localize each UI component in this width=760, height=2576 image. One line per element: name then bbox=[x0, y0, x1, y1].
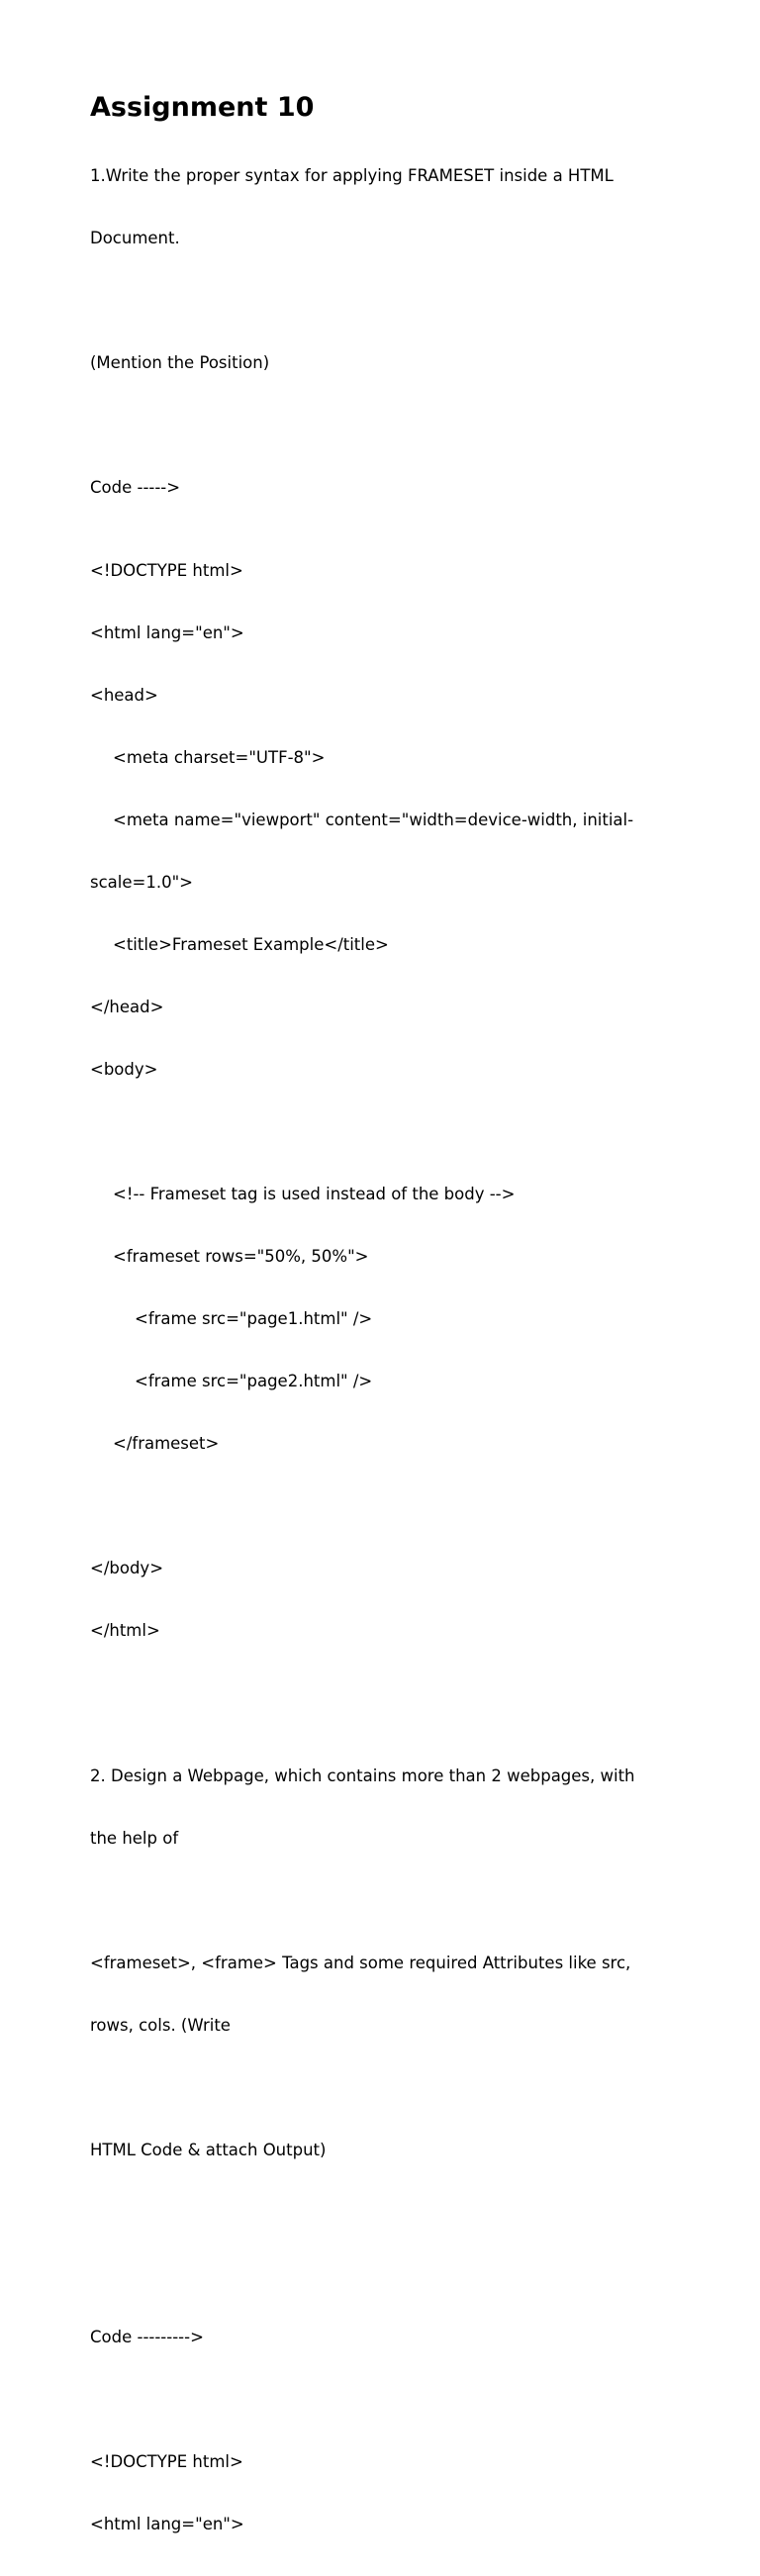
q1-code-label: Code -----> bbox=[90, 478, 181, 497]
spacer bbox=[90, 415, 684, 435]
code-line: </frameset> bbox=[113, 1434, 220, 1453]
spacer bbox=[90, 2389, 684, 2410]
code-line: <title>Frameset Example</title> bbox=[113, 935, 389, 954]
code-line: scale=1.0"> bbox=[90, 873, 193, 892]
code-line: </head> bbox=[90, 998, 164, 1016]
spacer bbox=[90, 2202, 684, 2223]
code-line: <html lang="en"> bbox=[90, 623, 244, 642]
q1-line-1: 1.Write the proper syntax for applying FRAMESET inside a HTML bbox=[90, 166, 614, 185]
q2-line-3: <frameset>, <frame> Tags and some required Attributes like src, bbox=[90, 1954, 631, 1972]
assignment-title: Assignment 10 bbox=[90, 92, 315, 123]
q2-line-4: rows, cols. (Write bbox=[90, 2016, 231, 2035]
code-line: <head> bbox=[90, 686, 158, 705]
document-body bbox=[90, 124, 684, 2576]
spacer bbox=[90, 290, 684, 311]
code-line: <body> bbox=[90, 1060, 158, 1079]
spacer bbox=[90, 1121, 684, 1142]
code-line: <frame src="page2.html" /> bbox=[135, 1372, 373, 1390]
code-line: <!DOCTYPE html> bbox=[90, 2452, 243, 2471]
code-line: <frame src="page1.html" /> bbox=[135, 1309, 373, 1328]
code-line: <frameset rows="50%, 50%"> bbox=[113, 1247, 369, 1266]
q2-line-1: 2. Design a Webpage, which contains more than 2 webpages, with bbox=[90, 1766, 635, 1785]
spacer bbox=[90, 1890, 684, 1911]
q1-line-2: Document. bbox=[90, 229, 180, 247]
q1-note: (Mention the Position) bbox=[90, 353, 270, 372]
code-line: <meta name="viewport" content="width=device-width, initial- bbox=[113, 811, 634, 829]
code-line: <html lang="en"> bbox=[90, 2515, 244, 2533]
code-line: <!DOCTYPE html> bbox=[90, 561, 243, 580]
spacer bbox=[90, 1682, 684, 1703]
code-line: </body> bbox=[90, 1559, 164, 1577]
document-page bbox=[90, 92, 684, 2576]
q2-line-2: the help of bbox=[90, 1829, 179, 1848]
code-line: </html> bbox=[90, 1621, 160, 1640]
q2-line-5: HTML Code & attach Output) bbox=[90, 2141, 327, 2159]
code-line: <!-- Frameset tag is used instead of the body --> bbox=[113, 1185, 516, 1203]
spacer bbox=[90, 2077, 684, 2098]
spacer bbox=[90, 1495, 684, 1516]
code-line: <meta charset="UTF-8"> bbox=[113, 748, 326, 767]
q2-code-label: Code ---------> bbox=[90, 2328, 204, 2346]
spacer bbox=[90, 2264, 684, 2285]
